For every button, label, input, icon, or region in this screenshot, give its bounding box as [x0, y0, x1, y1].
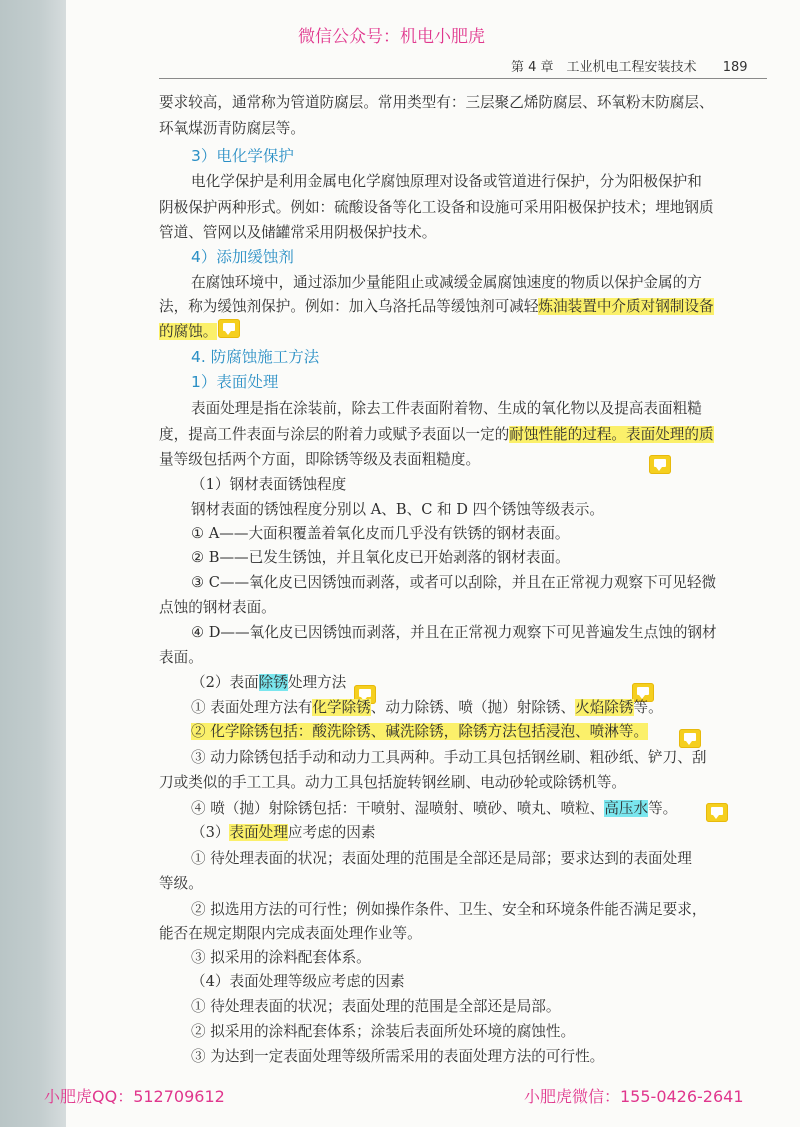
section-heading: 4）添加缓蚀剂 — [191, 248, 294, 266]
text-span: 等。 — [633, 699, 663, 716]
highlight[interactable]: 炼油装置中介质对钢制设备 — [538, 298, 714, 315]
comment-note-icon[interactable] — [679, 729, 701, 748]
section-heading: 3）电化学保护 — [191, 147, 294, 165]
chapter-title: 第 4 章 工业机电工程安装技术 — [511, 60, 697, 75]
text-line: 要求较高，通常称为管道防腐层。常用类型有：三层聚乙烯防腐层、环氧粉末防腐层、 — [159, 94, 714, 111]
highlight[interactable]: 化学除锈 — [312, 699, 371, 716]
text-line: 等级。 — [159, 875, 203, 892]
text-line: 环氧煤沥青防腐层等。 — [159, 120, 305, 137]
watermark-wechat: 小肥虎微信：155-0426-2641 — [524, 1087, 744, 1106]
text-span: 处理方法 — [287, 674, 347, 691]
text-line: ② 拟采用的涂料配套体系；涂装后表面所处环境的腐蚀性。 — [191, 1023, 576, 1040]
watermark-qq: 小肥虎QQ：512709612 — [44, 1087, 225, 1106]
text-span: ① 表面处理方法有 — [191, 699, 313, 716]
text-line — [159, 297, 714, 317]
text-span: 法，称为缓蚀剂保护。例如：加入乌洛托品等缓蚀剂可减轻 — [159, 298, 539, 315]
comment-note-icon[interactable] — [218, 319, 240, 338]
text-line: ③ 拟采用的涂料配套体系。 — [191, 949, 371, 966]
text-line: 电化学保护是利用金属电化学腐蚀原理对设备或管道进行保护，分为阳极保护和 — [191, 173, 702, 190]
text-line: ① 待处理表面的状况；表面处理的范围是全部还是局部。 — [191, 998, 561, 1015]
text-line: 钢材表面的锈蚀程度分别以 A、B、C 和 D 四个锈蚀等级表示。 — [191, 501, 604, 518]
running-head — [511, 56, 748, 75]
highlight[interactable]: ② 化学除锈包括：酸洗除锈、碱洗除锈，除锈方法包括浸泡、喷淋等。 — [191, 723, 649, 740]
left-page-edge — [0, 0, 66, 1127]
text-line — [191, 673, 346, 693]
text-line: ① A——大面积覆盖着氧化皮而几乎没有铁锈的钢材表面。 — [191, 525, 570, 542]
watermark-top: 微信公众号：机电小肥虎 — [298, 27, 485, 47]
text-line: （1）钢材表面锈蚀程度 — [191, 476, 347, 493]
text-line: ② 拟选用方法的可行性；例如操作条件、卫生、安全和环境条件能否满足要求， — [191, 901, 707, 918]
text-line: 刀或类似的手工工具。动力工具包括旋转钢丝刷、电动砂轮或除锈机等。 — [159, 774, 627, 791]
comment-note-icon[interactable] — [706, 803, 728, 822]
text-line — [191, 722, 648, 742]
text-span: 、动力除锈、喷（抛）射除锈、 — [370, 699, 576, 716]
highlight[interactable]: 表面处理 — [229, 824, 288, 841]
highlight[interactable]: 耐蚀性能的过程。表面处理的质 — [509, 426, 714, 443]
text-line: 表面。 — [159, 649, 203, 666]
text-line: ③ 为达到一定表面处理等级所需采用的表面处理方法的可行性。 — [191, 1048, 605, 1065]
text-line: 在腐蚀环境中，通过添加少量能阻止或减缓金属腐蚀速度的物质以保护金属的方 — [191, 274, 702, 291]
section-heading: 4. 防腐蚀施工方法 — [191, 348, 320, 366]
text-line: 能否在规定期限内完成表面处理作业等。 — [159, 925, 422, 942]
text-line: 管道、管网以及储罐常采用阴极保护技术。 — [159, 224, 437, 241]
header-rule — [159, 78, 767, 79]
text-line: 阴极保护两种形式。例如：硫酸设备等化工设备和设施可采用阳极保护技术；埋地钢质 — [159, 199, 714, 216]
highlight[interactable]: 的腐蚀。 — [159, 323, 218, 340]
text-line — [191, 698, 663, 718]
text-line: 表面处理是指在涂装前，除去工件表面附着物、生成的氧化物以及提高表面粗糙 — [191, 400, 702, 417]
text-span: ④ 喷（抛）射除锈包括：干喷射、湿喷射、喷砂、喷丸、喷粒、 — [191, 800, 605, 817]
text-line — [191, 799, 677, 819]
text-span: （3） — [191, 824, 230, 841]
text-line: 点蚀的钢材表面。 — [159, 599, 276, 616]
text-line — [159, 425, 714, 445]
highlight[interactable]: 火焰除锈 — [575, 699, 634, 716]
text-line: ④ D——氧化皮已因锈蚀而剥落，并且在正常视力观察下可见普遍发生点蚀的钢材 — [191, 624, 717, 641]
text-span: 等。 — [648, 800, 678, 817]
highlight[interactable]: 高压水 — [604, 800, 649, 817]
comment-note-icon[interactable] — [649, 455, 671, 474]
text-line: ① 待处理表面的状况；表面处理的范围是全部还是局部；要求达到的表面处理 — [191, 850, 692, 867]
highlight[interactable]: 除锈 — [258, 674, 288, 691]
text-line: 量等级包括两个方面，即除锈等级及表面粗糙度。 — [159, 451, 481, 468]
text-span: 应考虑的因素 — [287, 824, 376, 841]
page-number: 189 — [722, 60, 748, 75]
text-line — [159, 322, 217, 342]
section-heading: 1）表面处理 — [191, 373, 279, 391]
text-line: ③ 动力除锈包括手动和动力工具两种。手动工具包括钢丝刷、粗砂纸、铲刀、刮 — [191, 749, 707, 766]
text-line: ③ C——氧化皮已因锈蚀而剥落，或者可以刮除，并且在正常视力观察下可见轻微 — [191, 574, 717, 591]
text-line: ② B——已发生锈蚀，并且氧化皮已开始剥落的钢材表面。 — [191, 549, 570, 566]
text-line — [191, 823, 375, 843]
text-line: （4）表面处理等级应考虑的因素 — [191, 973, 405, 990]
text-span: （2）表面 — [191, 674, 259, 691]
text-span: 度，提高工件表面与涂层的附着力或赋予表面以一定的 — [159, 426, 510, 443]
